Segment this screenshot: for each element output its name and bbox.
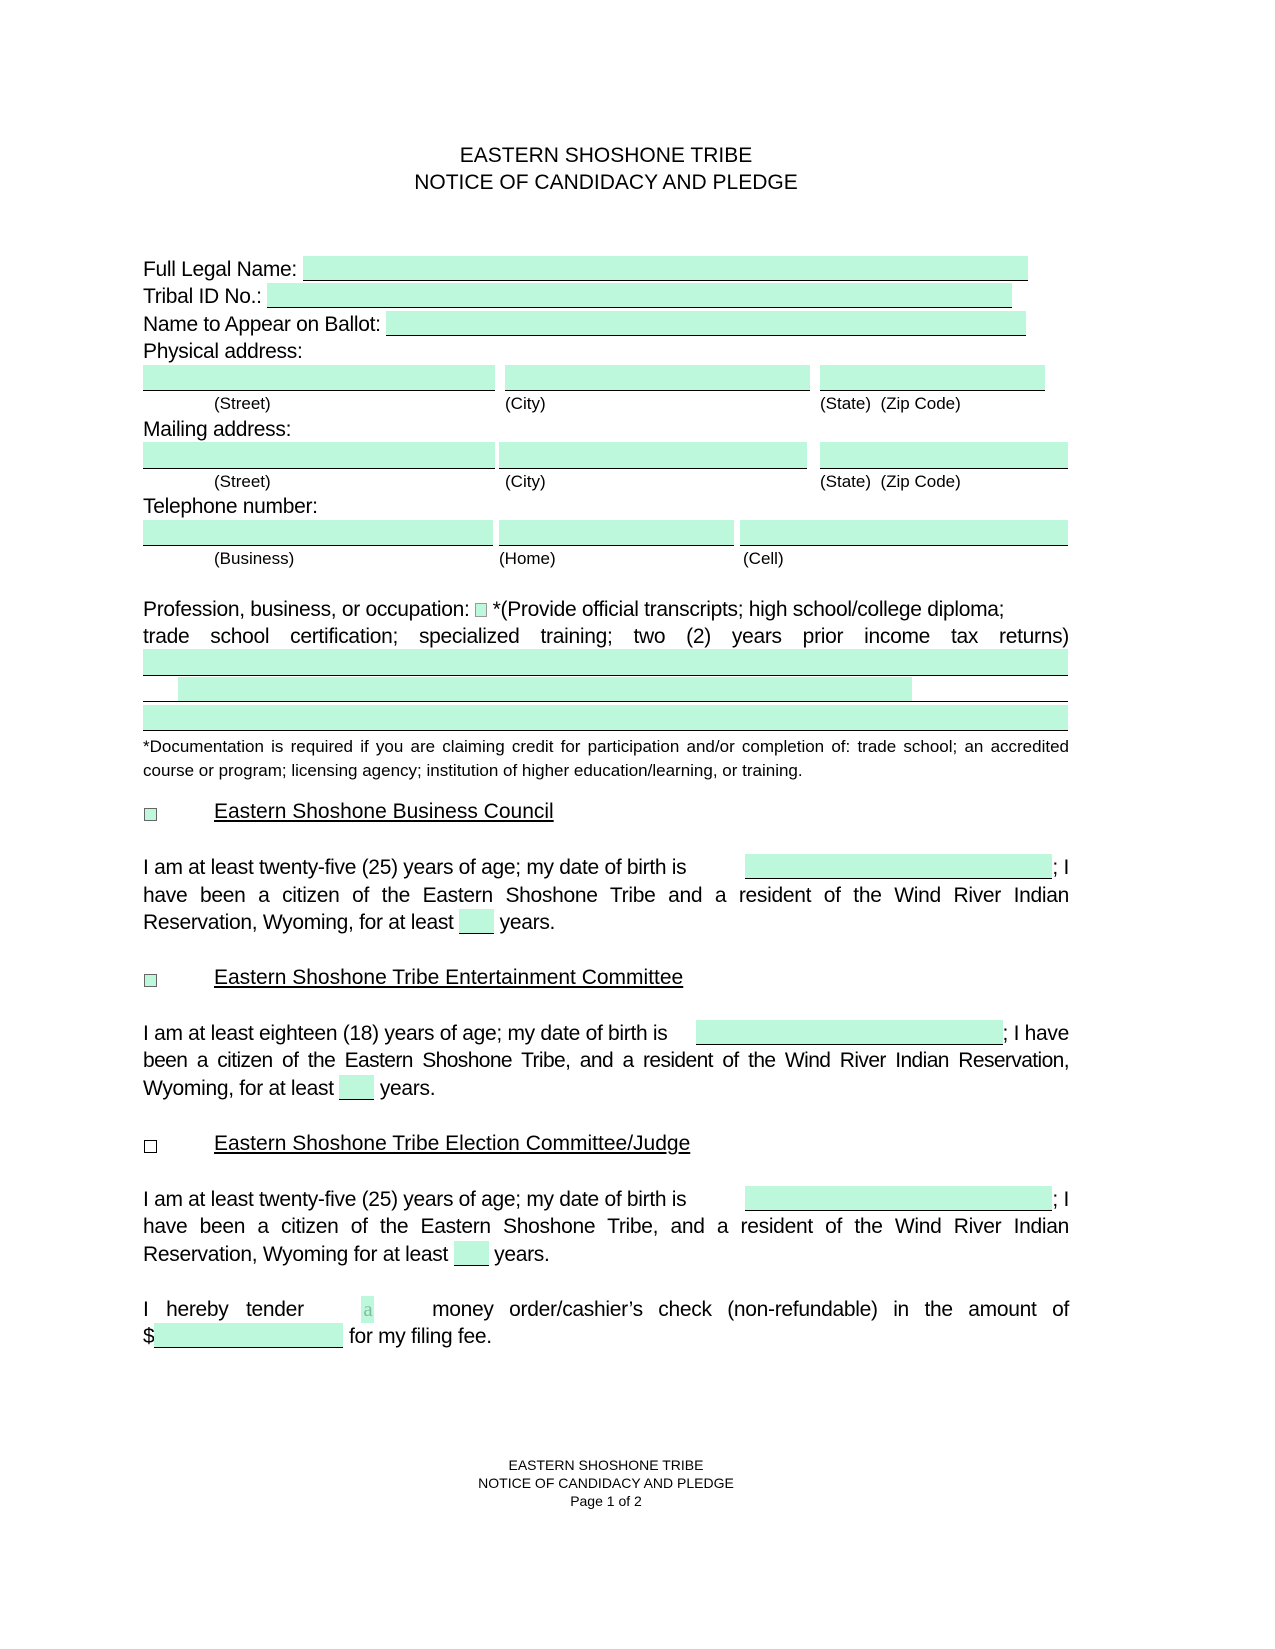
fee-text-3: for my filing fee.	[348, 1325, 492, 1348]
bc-text-3: Reservation, Wyoming, for at least	[143, 911, 454, 934]
phone-cell-field[interactable]	[740, 520, 1068, 546]
profession-hint-1: *(Provide official transcripts; high school/college diploma;	[492, 598, 1005, 621]
profession-field-3[interactable]	[143, 705, 1068, 731]
profession-field-2[interactable]	[178, 677, 912, 702]
bc-text-1: I am at least twenty-five (25) years of age; my date of birth is	[143, 856, 687, 879]
bc-years-field[interactable]	[459, 909, 494, 934]
ec-text-3: Wyoming, for at least	[143, 1077, 334, 1100]
mailing-city-field[interactable]	[499, 442, 807, 469]
business-council-checkbox[interactable]	[144, 808, 157, 821]
phone-home-field[interactable]	[499, 520, 734, 546]
physical-state-zip-caption: (State) (Zip Code)	[820, 394, 961, 413]
mailing-address-label: Mailing address:	[143, 418, 292, 441]
phone-business-field[interactable]	[143, 520, 493, 546]
profession-checkbox[interactable]	[475, 603, 487, 617]
physical-street-field[interactable]	[143, 365, 495, 391]
ec-dob-field[interactable]	[696, 1020, 1003, 1045]
bc-dob-field[interactable]	[745, 854, 1052, 879]
ballot-name-field[interactable]	[386, 311, 1026, 336]
fee-a-field[interactable]: a	[363, 1297, 373, 1321]
ec-years-label: years.	[379, 1077, 436, 1100]
physical-address-label: Physical address:	[143, 340, 303, 363]
physical-street-caption: (Street)	[214, 394, 271, 413]
fee-amount-field[interactable]	[154, 1323, 343, 1348]
title-line1: EASTERN SHOSHONE TRIBE	[459, 144, 753, 167]
entertainment-committee-heading: Eastern Shoshone Tribe Entertainment Committee	[214, 966, 684, 989]
footer-page-number: Page 1 of 2	[570, 1493, 642, 1509]
business-council-heading: Eastern Shoshone Business Council	[214, 800, 554, 823]
el-dob-field[interactable]	[745, 1186, 1052, 1211]
mailing-city-caption: (City)	[505, 472, 546, 491]
documentation-note: *Documentation is required if you are claiming credit for participation and/or completion of: trade school; an accredited course or program; licensing agency; institution of higher education/learning, or training.	[143, 737, 1069, 780]
fee-dollar: $	[143, 1325, 155, 1348]
bc-years-label: years.	[499, 911, 556, 934]
el-text-2: have been a citizen of the Eastern Shoshone Tribe, and a resident of the Wind River Indian	[143, 1215, 1069, 1238]
el-text-3: Reservation, Wyoming for at least	[143, 1243, 449, 1266]
telephone-label: Telephone number:	[143, 495, 318, 518]
mailing-street-field[interactable]	[143, 442, 495, 469]
ec-text-2: been a citizen of the Eastern Shoshone Tribe, and a resident of the Wind River Indian Reservation,	[143, 1049, 1069, 1072]
phone-home-caption: (Home)	[499, 549, 556, 568]
el-text-1: I am at least twenty-five (25) years of age; my date of birth is	[143, 1188, 687, 1211]
tribal-id-field[interactable]	[267, 283, 1012, 308]
phone-business-caption: (Business)	[214, 549, 295, 568]
mailing-state-zip-field[interactable]	[820, 442, 1068, 469]
fee-text-2: money order/cashier’s check (non-refundable) in the amount of	[432, 1298, 1069, 1321]
phone-cell-caption: (Cell)	[743, 549, 784, 568]
ec-years-field[interactable]	[339, 1075, 374, 1100]
profession-field-1[interactable]	[143, 649, 1068, 676]
ballot-name-label: Name to Appear on Ballot:	[143, 313, 381, 336]
mailing-street-caption: (Street)	[214, 472, 271, 491]
tribal-id-label: Tribal ID No.:	[143, 285, 262, 308]
profession-label: Profession, business, or occupation:	[143, 598, 470, 621]
el-years-label: years.	[494, 1243, 550, 1266]
footer-line1: EASTERN SHOSHONE TRIBE	[508, 1457, 704, 1473]
physical-state-zip-field[interactable]	[820, 365, 1045, 391]
bc-text-1b: ; I	[1052, 856, 1069, 879]
fee-text-1: I hereby tender	[143, 1298, 304, 1321]
full-name-label: Full Legal Name:	[143, 258, 297, 281]
mailing-state-zip-caption: (State) (Zip Code)	[820, 472, 961, 491]
title-line2: NOTICE OF CANDIDACY AND PLEDGE	[414, 171, 798, 194]
full-name-field[interactable]	[303, 256, 1028, 281]
election-committee-checkbox[interactable]	[144, 1140, 157, 1153]
el-text-1b: ; I	[1052, 1188, 1069, 1211]
physical-city-field[interactable]	[505, 365, 810, 391]
physical-city-caption: (City)	[505, 394, 546, 413]
ec-text-1b: ; I have	[1002, 1022, 1069, 1045]
footer-line2: NOTICE OF CANDIDACY AND PLEDGE	[478, 1475, 734, 1491]
election-committee-heading: Eastern Shoshone Tribe Election Committee/Judge	[214, 1132, 691, 1155]
bc-text-2: have been a citizen of the Eastern Shoshone Tribe and a resident of the Wind River Indian	[143, 884, 1069, 907]
entertainment-committee-checkbox[interactable]	[144, 974, 157, 987]
el-years-field[interactable]	[454, 1241, 489, 1266]
profession-hint-2: trade school certification; specialized training; two (2) years prior income tax returns)	[143, 625, 1069, 648]
ec-text-1: I am at least eighteen (18) years of age; my date of birth is	[143, 1022, 668, 1045]
